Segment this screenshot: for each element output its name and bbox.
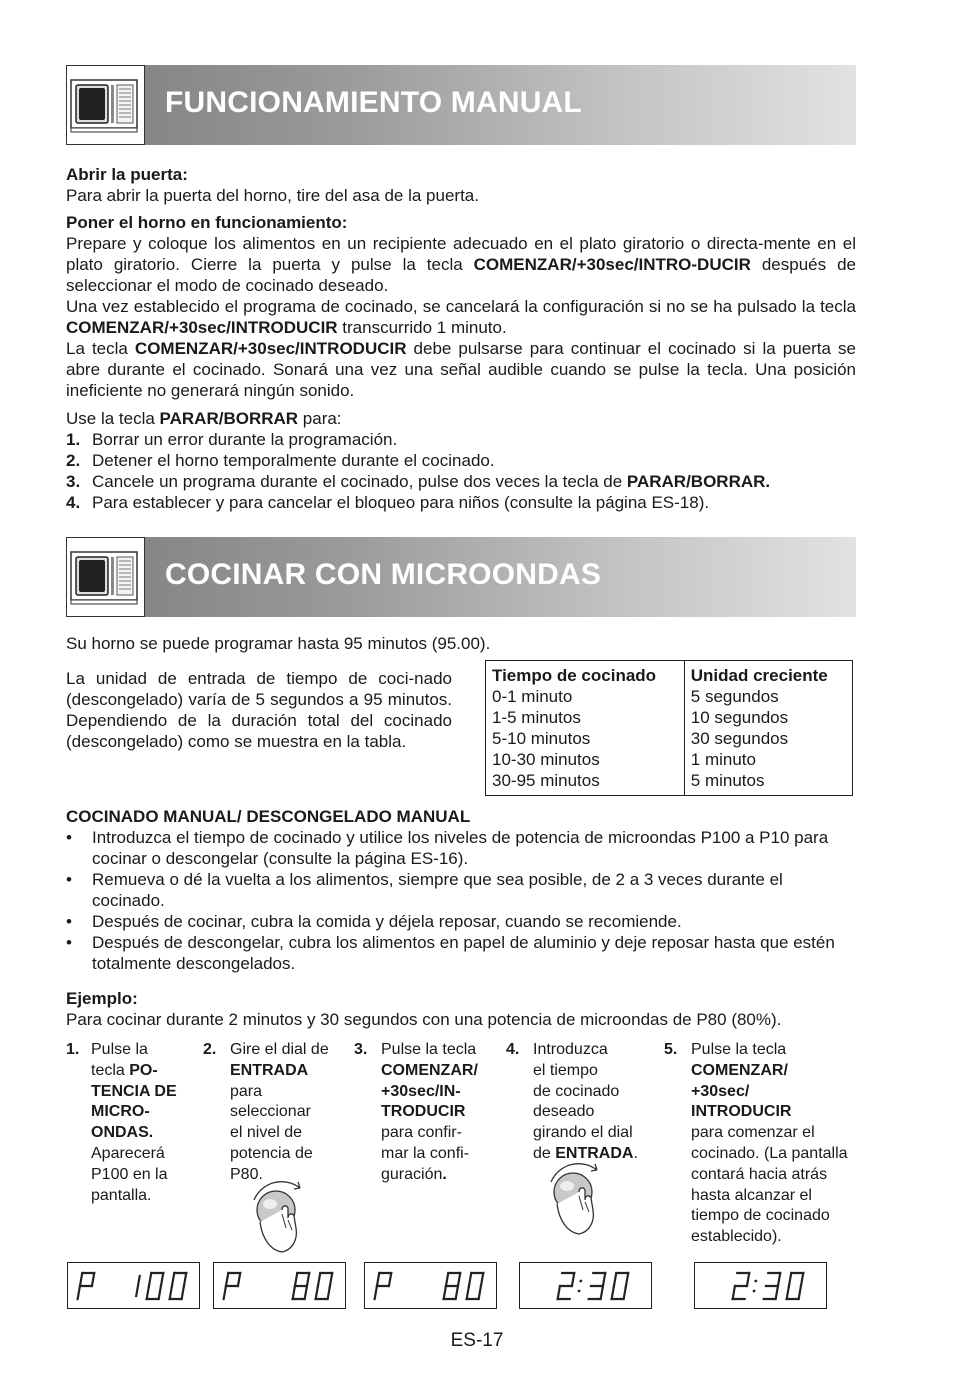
lcd-segment xyxy=(601,1286,603,1299)
lcd-segment xyxy=(458,1273,460,1286)
lcd-display xyxy=(694,1262,827,1309)
page-number: ES-17 xyxy=(450,1330,504,1351)
table-cell: 5 minutos xyxy=(690,771,765,790)
lcd-segment xyxy=(787,1286,789,1299)
example-heading: Ejemplo: xyxy=(66,989,138,1008)
lcd-colon xyxy=(579,1280,582,1283)
lcd-segment xyxy=(295,1273,297,1286)
lcd-segment xyxy=(147,1286,149,1299)
unit-description: La unidad de entrada de tiempo de coci-nado (descongelado) varía de 5 segundos a 95 minutos. Dependiendo de la duración total del cocinado (descongelado) como se muestra en la tabla. xyxy=(66,669,452,751)
start-paragraph-2: Una vez establecido el programa de cocinado, se cancelará la configuración si no se ha pulsado la tecla COMENZAR/+30sec/INTRODUCIR transcurrido 1 minuto. xyxy=(66,297,856,337)
microwave-icon xyxy=(66,537,145,617)
lcd-segment xyxy=(328,1286,330,1299)
example-block xyxy=(66,988,856,1030)
lcd-segment xyxy=(182,1286,184,1299)
lcd-segment xyxy=(572,1273,574,1286)
start-heading: Poner el horno en funcionamiento: xyxy=(66,213,348,232)
list-item: 1. Borrar un error durante la programación. xyxy=(66,430,398,449)
table-cell: 30-95 minutos xyxy=(492,771,600,790)
table-cell: 5-10 minutos xyxy=(492,729,591,748)
lcd-segment xyxy=(377,1273,379,1286)
section-banner-microwave xyxy=(66,537,856,617)
lcd-colon xyxy=(752,1290,755,1293)
list-item: • Después de descongelar, cubra los alimentos en papel de aluminio y deje reposar hasta que estén totalmente descongelados. xyxy=(66,933,835,973)
open-door-text: Para abrir la puerta del horno, tire del asa de la puerta. xyxy=(66,186,479,205)
lcd-segment xyxy=(614,1273,616,1286)
lcd-segment xyxy=(92,1273,94,1286)
section-banner-manual xyxy=(66,65,856,145)
lcd-display xyxy=(213,1262,346,1309)
table-cell: 1 minuto xyxy=(690,750,756,769)
table-cell: 30 segundos xyxy=(690,729,789,748)
lcd-segment xyxy=(778,1273,780,1286)
lcd-colon xyxy=(577,1290,580,1293)
table-cell: 1-5 minutos xyxy=(492,708,581,727)
lcd-colon xyxy=(754,1280,757,1283)
table-cell: 10-30 minutos xyxy=(492,750,600,769)
lcd-segment xyxy=(444,1286,446,1299)
list-item: 3. Cancele un programa durante el cocinado, pulse dos veces la tecla de PARAR/BORRAR. xyxy=(66,472,771,491)
lcd-segment xyxy=(172,1273,174,1286)
table-body xyxy=(486,686,853,796)
lcd-segment xyxy=(799,1286,801,1299)
lcd-segment xyxy=(224,1286,226,1299)
start-paragraph-1: Prepare y coloque los alimentos en un recipiente adecuado en el plato giratorio o directa-mente en el plato giratorio. Cierre la puerta y pulse la tecla COMENZAR/+30sec/INTRO-DUCIR después de seleccionar el modo de cocinado deseado. xyxy=(66,234,856,295)
cooking-time-table xyxy=(485,660,853,796)
manual-cooking-heading: COCINADO MANUAL/ DESCONGELADO MANUAL xyxy=(66,807,471,826)
dial-hand-icon xyxy=(545,1160,615,1238)
open-door-heading: Abrir la puerta: xyxy=(66,165,188,184)
lcd-segment xyxy=(293,1286,295,1299)
lcd-display xyxy=(519,1262,652,1309)
table-header: Unidad creciente xyxy=(684,661,852,687)
lcd-segment xyxy=(603,1273,605,1286)
lcd-segment xyxy=(226,1273,228,1286)
lcd-segment xyxy=(558,1286,560,1299)
lcd-segment xyxy=(389,1273,391,1286)
table-header-row xyxy=(486,661,853,687)
lcd-segment xyxy=(78,1286,80,1299)
lcd-segment xyxy=(316,1286,318,1299)
lcd-segment xyxy=(612,1286,614,1299)
intro-text: Su horno se puede programar hasta 95 minutos (95.00). xyxy=(66,634,491,653)
table-header: Tiempo de cocinado xyxy=(486,661,685,687)
lcd-segment xyxy=(307,1273,309,1286)
microwave-icon xyxy=(66,65,145,145)
lcd-segment xyxy=(446,1273,448,1286)
lcd-display xyxy=(364,1262,497,1309)
list-item: • Remueva o dé la vuelta a los alimentos, siempre que sea posible, de 2 a 3 veces durante el cocinado. xyxy=(66,870,783,910)
lcd-segment xyxy=(801,1273,803,1286)
open-door-block xyxy=(66,164,856,206)
stop-list xyxy=(66,408,856,513)
lcd-segment xyxy=(159,1286,161,1299)
start-block xyxy=(66,212,856,401)
lcd-segment xyxy=(733,1286,735,1299)
lcd-segment xyxy=(626,1273,628,1286)
section-title: FUNCIONAMIENTO MANUAL xyxy=(165,86,582,119)
lcd-segment xyxy=(184,1273,186,1286)
table-cell: 5 segundos xyxy=(690,687,779,706)
lcd-segment xyxy=(456,1286,458,1299)
stop-intro: Use la tecla PARAR/BORRAR para: xyxy=(66,409,342,428)
lcd-segment xyxy=(238,1273,240,1286)
lcd-segment xyxy=(747,1273,749,1286)
list-item: 4. Para establecer y para cancelar el bloqueo para niños (consulte la página ES-18). xyxy=(66,493,710,512)
lcd-segment xyxy=(136,1276,140,1296)
lcd-segment xyxy=(318,1273,320,1286)
lcd-segment xyxy=(80,1273,82,1286)
lcd-segment xyxy=(776,1286,778,1299)
list-item: 2. Detener el horno temporalmente durante el cocinado. xyxy=(66,451,495,470)
lcd-segment xyxy=(170,1286,172,1299)
list-item: • Introduzca el tiempo de cocinado y utilice los niveles de potencia de microondas P100 a P10 para cocinar o descongelar (consulte la página ES-16). xyxy=(66,828,829,868)
lcd-segment xyxy=(624,1286,626,1299)
lcd-segment xyxy=(479,1286,481,1299)
lcd-segment xyxy=(305,1286,307,1299)
lcd-segment xyxy=(467,1286,469,1299)
table-cell: 0-1 minuto xyxy=(492,687,573,706)
lcd-segment xyxy=(469,1273,471,1286)
lcd-segment xyxy=(375,1286,377,1299)
example-text: Para cocinar durante 2 minutos y 30 segundos con una potencia de microondas de P80 (80%). xyxy=(66,1010,782,1029)
table-cell: 10 segundos xyxy=(690,708,789,727)
dial-hand-icon xyxy=(248,1178,318,1256)
start-paragraph-3: La tecla COMENZAR/+30sec/INTRODUCIR debe pulsarse para continuar el cocinado si la puerta se abre durante el cocinado. Sonará una vez una señal audible cuando se pulse la tecla. Una posición ineficiente no generará ningún sonido. xyxy=(66,339,856,400)
lcd-display xyxy=(67,1262,200,1309)
section-title: COCINAR CON MICROONDAS xyxy=(165,558,602,591)
list-item: • Después de cocinar, cubra la comida y déjela reposar, cuando se recomiende. xyxy=(66,912,682,931)
lcd-segment xyxy=(149,1273,151,1286)
lcd-segment xyxy=(481,1273,483,1286)
lcd-segment xyxy=(789,1273,791,1286)
lcd-segment xyxy=(161,1273,163,1286)
manual-cooking-list xyxy=(66,806,856,974)
lcd-segment xyxy=(330,1273,332,1286)
